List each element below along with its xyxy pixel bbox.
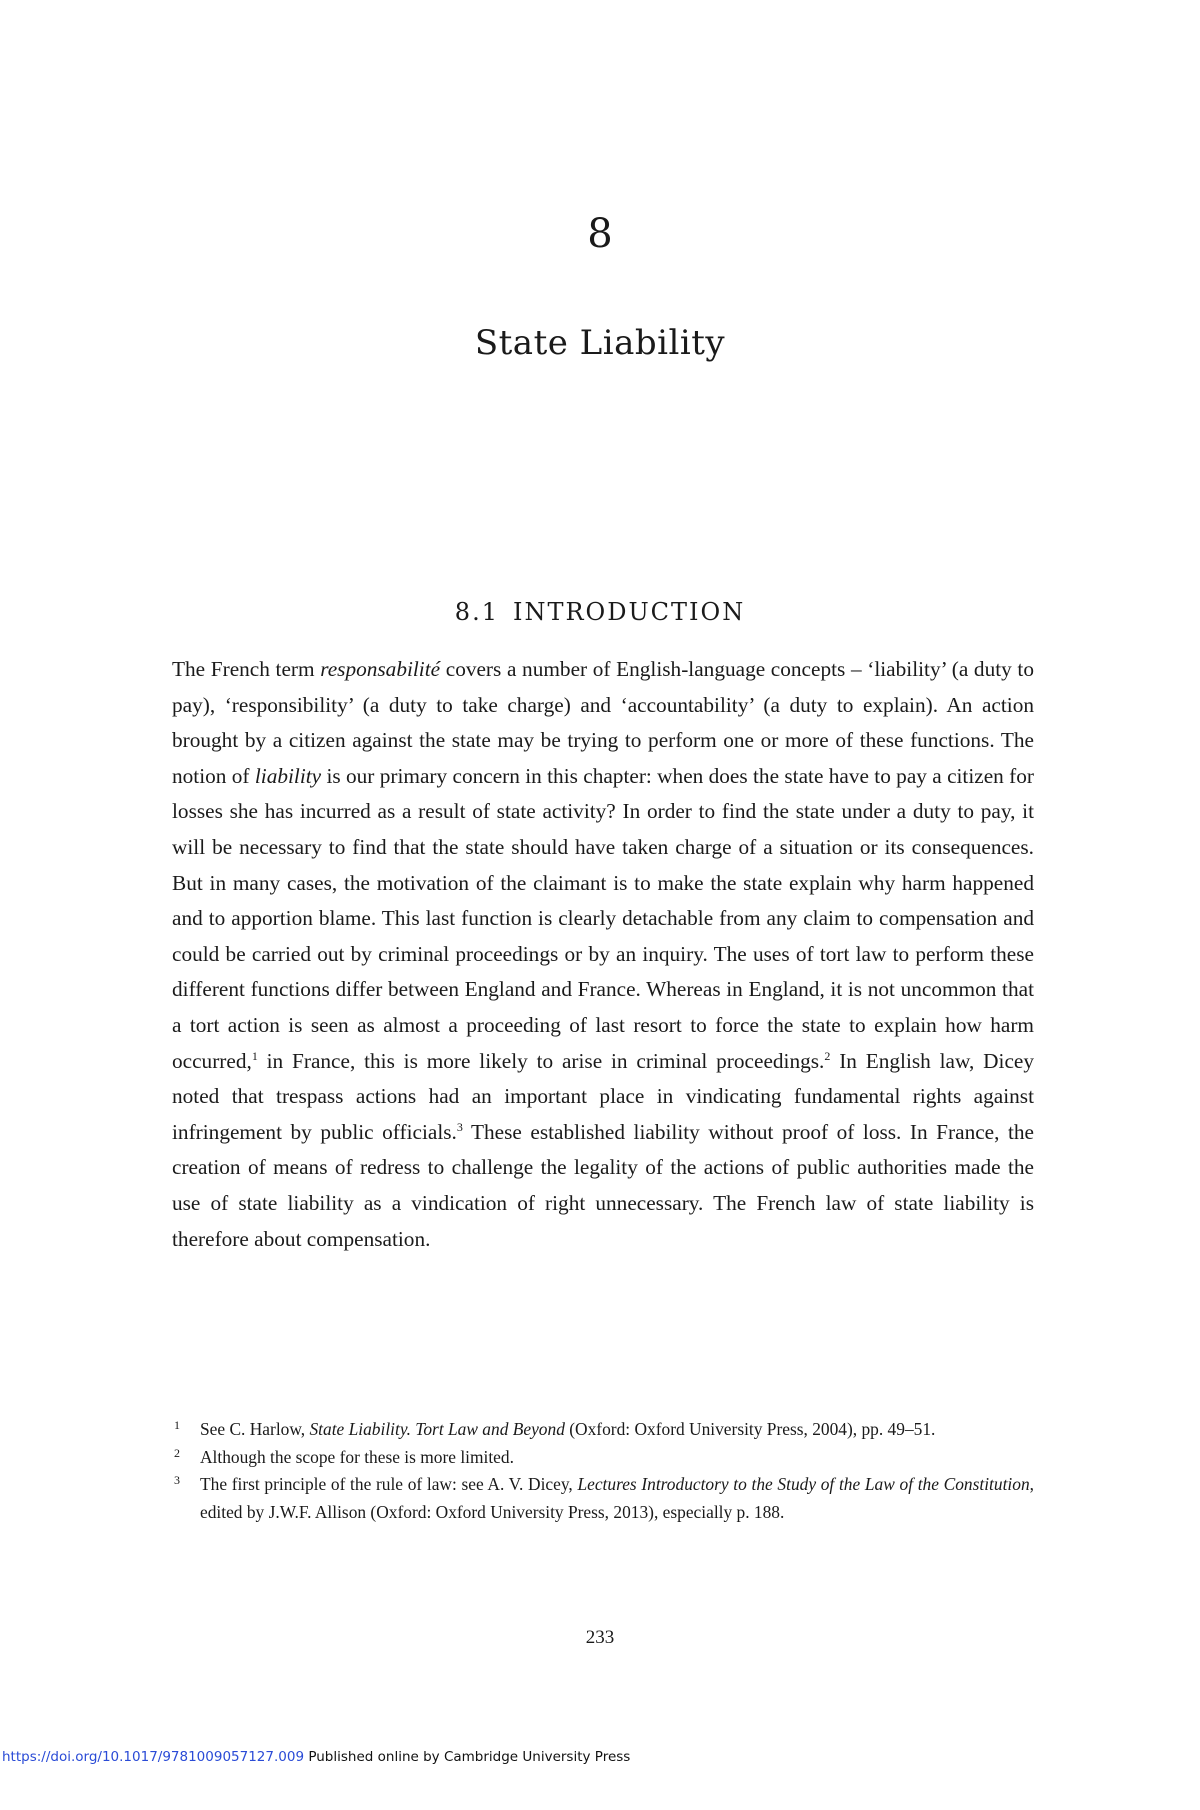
footnote-mark: 2 [174,1445,180,1460]
footnote-ref-3[interactable]: 3 [456,1119,463,1134]
footnote-text: (Oxford: Oxford University Press, 2004), pp. 49–51. [564,1419,936,1439]
footnote-text: See C. Harlow, [200,1419,310,1439]
section-heading [0,596,1200,628]
italic-term-liability: liability [254,763,322,788]
footnote-text: Although the scope for these is more limited. [200,1446,514,1467]
page-number: 233 [585,1627,615,1648]
footnotes [172,1416,1034,1526]
body-text-run: covers a number of English-language concepts – ‘liability’ (a duty to pay), ‘responsibility’ (a duty to take charge) and ‘accountability’ (a duty to explain). An action brought by a citizen against the state may be trying to perform one or more of these functions. The notion of [172,657,1034,788]
footnote-3 [172,1471,1034,1526]
body-text-run: In English law, Dicey noted that trespass actions had an important place in vindicating fundamental rights against infringement by public officials. [172,1048,1034,1144]
body-text-run: is our primary concern in this chapter: when does the state have to pay a citizen for losses she has incurred as a result of state activity? In order to find the state under a duty to pay, it will be necessary to find that the state should have taken charge of a situation or its consequences. But in many cases, the motivation of the claimant is to make the state explain why harm happened and to apportion blame. This last function is clearly detachable from any claim to compensation and could be carried out by criminal proceedings or by an inquiry. The uses of tort law to perform these different functions differ between England and France. Whereas in England, it is not uncommon that a tort action is seen as almost a proceeding of last resort to force the state to explain how harm occurred, [172,763,1034,1073]
doi-link[interactable]: https://doi.org/10.1017/9781009057127.009 [2,1749,305,1765]
footnote-ref-1[interactable]: 1 [251,1048,258,1063]
footnote-mark: 1 [174,1418,180,1432]
section-number: 8.1 [454,598,499,626]
body-text-run: These established liability without proof of loss. In France, the creation of means of redress to challenge the legality of the actions of public authorities made the use of state liability as a vindication of right unnecessary. The French law of state liability is therefore about compensation. [172,1119,1035,1251]
body-text-run: The French term [172,657,321,681]
publisher-credit: Published online by Cambridge University Press [304,1749,631,1765]
footnote-italic-title: State Liability. Tort Law and Beyond [309,1419,565,1439]
footnote-text: , edited by J.W.F. Allison (Oxford: Oxford University Press, 2013), especially p. 188. [200,1474,1034,1522]
body-paragraph [172,652,1034,1257]
footnote-text: The first principle of the rule of law: see A. V. Dicey, [200,1474,578,1494]
section-title: INTRODUCTION [512,598,746,626]
chapter-number: 8 [587,211,613,257]
footnote-1 [172,1416,1034,1444]
chapter-title: State Liability [474,323,726,363]
italic-term-responsabilite: responsabilité [320,657,441,681]
page-footer [2,1749,630,1765]
footnote-italic-title: Lectures Introductory to the Study of the Law of the Constitution [577,1474,1030,1494]
footnote-mark: 3 [174,1473,180,1487]
body-text-run: in France, this is more likely to arise in criminal proceedings. [257,1048,825,1073]
footnote-2 [172,1444,1034,1472]
footnote-ref-2[interactable]: 2 [824,1048,831,1063]
